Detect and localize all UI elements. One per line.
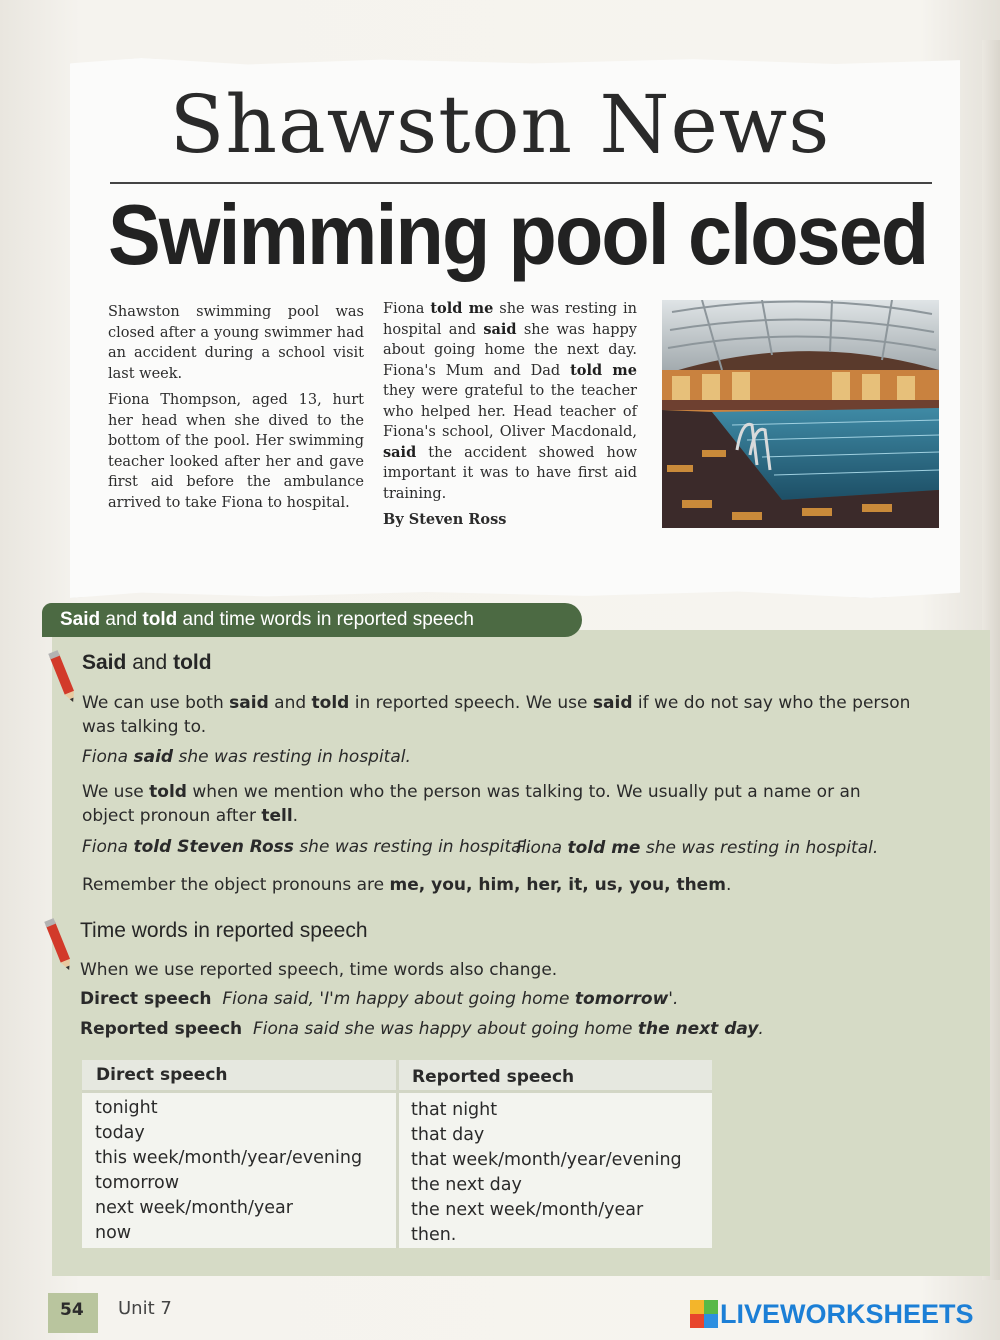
grammar-header: Said and told and time words in reported speech bbox=[42, 603, 582, 637]
object-pronouns-note: Remember the object pronouns are me, you, him, her, it, us, you, them. bbox=[82, 875, 732, 895]
reported-speech-column bbox=[411, 1098, 682, 1248]
newspaper-masthead: Shawston News bbox=[169, 78, 831, 171]
swimming-pool-photo bbox=[662, 300, 939, 528]
unit-label: Unit 7 bbox=[118, 1298, 172, 1319]
table-cell: today bbox=[95, 1123, 145, 1143]
table-cell: next week/month/year bbox=[95, 1198, 293, 1218]
example-said: Fiona said she was resting in hospital. bbox=[82, 747, 411, 767]
example-told-steven: Fiona told Steven Ross she was resting in hospital. bbox=[82, 837, 532, 857]
article-paragraph: Fiona told me she was resting in hospital and said she was happy about going home the next day. Fiona's Mum and Dad told me they were grateful to the teacher who helped her. Head teacher of Fiona's school, Oliver Macdonald, said the accident showed how important it was to have first aid training. bbox=[383, 300, 637, 502]
table-cell: that day bbox=[411, 1125, 485, 1145]
direct-speech-column bbox=[95, 1096, 362, 1246]
table-cell: then. bbox=[411, 1225, 457, 1245]
time-words-table bbox=[82, 1060, 712, 1248]
table-cell: that night bbox=[411, 1100, 498, 1120]
table-cell: tomorrow bbox=[95, 1173, 180, 1193]
table-cell: the next week/month/year bbox=[411, 1200, 644, 1220]
section-title-time-words: Time words in reported speech bbox=[80, 919, 368, 942]
table-header-reported: Reported speech bbox=[412, 1067, 575, 1087]
table-cell: that week/month/year/evening bbox=[411, 1150, 682, 1170]
pencil-icon bbox=[48, 646, 78, 708]
newspaper-headline: Swimming pool closed bbox=[108, 188, 928, 283]
time-words-intro: When we use reported speech, time words also change. bbox=[80, 960, 558, 980]
table-cell: the next day bbox=[411, 1175, 522, 1195]
table-column-divider bbox=[396, 1060, 399, 1248]
table-cell: tonight bbox=[95, 1098, 158, 1118]
liveworksheets-brand: LIVEWORKSHEETS bbox=[720, 1298, 974, 1329]
liveworksheets-icon bbox=[690, 1300, 718, 1328]
section-title-said-told: Said and told bbox=[82, 651, 212, 674]
article-paragraph: Fiona Thompson, aged 13, hurt her head when she dived to the bottom of the pool. Her swimming teacher looked after her and gave first aid before the ambulance arrived to take Fiona to hospital. bbox=[108, 392, 364, 511]
example-told-me: Fiona told me she was resting in hospital. bbox=[516, 838, 879, 858]
masthead-rule bbox=[110, 182, 932, 184]
said-told-paragraph-1: We can use both said and told in reported speech. We use said if we do not say who the person was talking to. bbox=[82, 693, 911, 737]
article-column-1 bbox=[108, 302, 364, 519]
reported-speech-example: Reported speech Fiona said she was happy about going home the next day. bbox=[80, 1019, 764, 1039]
page-number: 54 bbox=[48, 1293, 98, 1333]
liveworksheets-logo[interactable] bbox=[690, 1298, 974, 1330]
direct-speech-example: Direct speech Fiona said, 'I'm happy about going home tomorrow'. bbox=[80, 989, 679, 1009]
table-cell: now bbox=[95, 1223, 132, 1243]
pencil-icon bbox=[44, 914, 74, 976]
said-told-paragraph-2: We use told when we mention who the person was talking to. We usually put a name or an object pronoun after tell. bbox=[82, 782, 861, 826]
article-byline: By Steven Ross bbox=[383, 511, 507, 528]
table-cell: this week/month/year/evening bbox=[95, 1148, 363, 1168]
article-column-2 bbox=[383, 299, 637, 537]
table-header-direct: Direct speech bbox=[96, 1065, 228, 1085]
article-paragraph: Shawston swimming pool was closed after a young swimmer had an accident during a school visit last week. bbox=[108, 304, 364, 382]
